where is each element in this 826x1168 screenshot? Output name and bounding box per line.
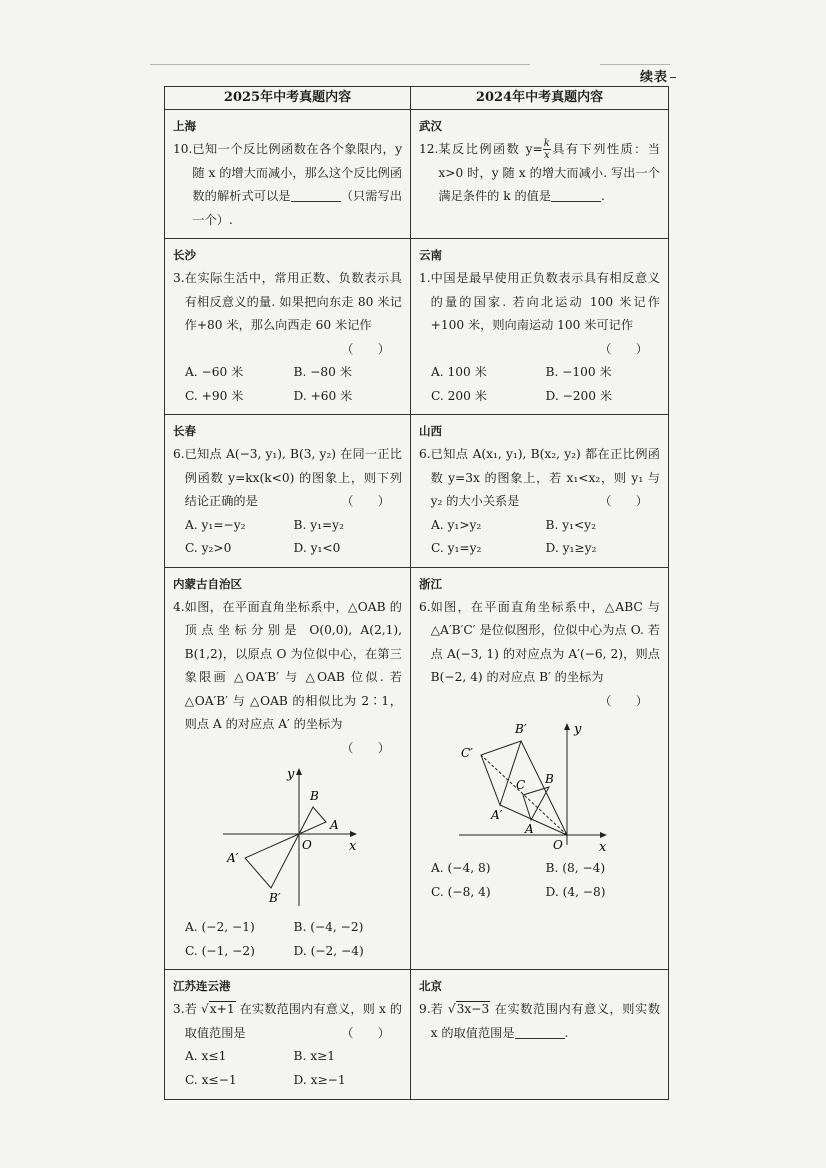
label-o: O xyxy=(553,838,563,852)
question: 3. 若 √x+1 在实数范围内有意义，则 x 的取值范围是 （ ） xyxy=(173,998,402,1045)
answer-blank xyxy=(515,1024,565,1039)
y-axis-arrow xyxy=(564,723,570,730)
label-a-prime: A′ xyxy=(227,851,239,865)
option: B. (8, −4) xyxy=(545,861,606,875)
label-c: C xyxy=(516,778,526,792)
fraction xyxy=(543,138,551,161)
question-number: 4. xyxy=(173,599,185,614)
header-row xyxy=(165,87,669,110)
question-number: 6. xyxy=(419,447,431,461)
x-axis-arrow xyxy=(600,832,607,838)
question-text-pre: 若 xyxy=(430,1002,448,1016)
option: C. y₂>0 xyxy=(185,541,232,555)
cell-2025 xyxy=(165,110,411,239)
continuation-label: 续表 xyxy=(640,66,676,85)
options xyxy=(173,1045,402,1092)
question-text-pre: 某反比例函数 y= xyxy=(438,142,543,156)
option: B. −80 米 xyxy=(293,365,352,379)
x-axis-arrow xyxy=(350,831,357,837)
question-text: 在实数范围内有意义，则 x 的取值范围是 xyxy=(184,1002,403,1040)
options xyxy=(173,361,402,408)
label-a: A xyxy=(330,818,339,832)
question-text: 在实数范围内有意义，则实数 x 的取值范围是 xyxy=(430,1002,661,1040)
region-label: 北京 xyxy=(419,979,442,993)
top-rule-right xyxy=(600,64,670,65)
option: D. x≥−1 xyxy=(293,1072,346,1087)
cell-2025 xyxy=(165,567,411,970)
question-number: 3. xyxy=(173,1002,185,1016)
answer-paren: （ ） xyxy=(341,1025,390,1040)
option: A. x≤1 xyxy=(185,1049,227,1063)
radicand: x+1 xyxy=(209,1002,235,1016)
question-text: 已知一个反比例函数在各个象限内，y 随 x 的增大而减小，那么这个反比例函数的解析式可以是 xyxy=(192,142,403,203)
region-label: 内蒙古自治区 xyxy=(173,576,242,591)
option: B. y₁=y₂ xyxy=(293,517,344,532)
cell-2024 xyxy=(411,567,669,970)
option: A. (−4, 8) xyxy=(431,861,491,875)
exam-comparison-table xyxy=(164,86,669,1100)
option: D. (−2, −4) xyxy=(293,943,364,958)
answer-paren: （ ） xyxy=(341,494,390,508)
cell-2025 xyxy=(165,415,411,568)
option: C. x≤−1 xyxy=(185,1072,237,1087)
question-number: 6. xyxy=(173,447,185,461)
question-text: 已知点 A(−3, y₁), B(3, y₂) 在同一正比例函数 y=kx(k<0) 的图象上，则下列结论正确的是 xyxy=(184,447,402,508)
option: D. y₁<0 xyxy=(293,541,341,555)
option: B. (−4, −2) xyxy=(293,920,364,934)
option: A. −60 米 xyxy=(185,365,244,379)
options xyxy=(173,514,402,561)
label-a-prime: A′ xyxy=(491,808,503,822)
y-axis-arrow xyxy=(296,768,302,775)
cell-2025 xyxy=(165,970,411,1100)
figure-similar-triangles xyxy=(173,766,401,914)
region-label: 江苏连云港 xyxy=(173,979,231,993)
option: B. x≥1 xyxy=(293,1049,336,1063)
ray-ob1 xyxy=(521,741,567,835)
answer-blank xyxy=(291,187,341,202)
question-text: 在实际生活中，常用正数、负数表示具有相反意义的量. 如果把向东走 80 米记作+80 米，那么向西走 60 米记作 xyxy=(184,271,402,332)
label-b-prime: B′ xyxy=(515,722,527,736)
option: C. 200 米 xyxy=(431,388,487,403)
label-a: A xyxy=(525,822,534,836)
option: C. +90 米 xyxy=(185,388,244,403)
question-tail: . xyxy=(564,1025,569,1040)
question-number: 9. xyxy=(419,1002,431,1016)
region-label: 上海 xyxy=(173,119,196,133)
cell-2024 xyxy=(411,239,669,415)
question-number: 12. xyxy=(419,142,439,156)
label-c-prime: C′ xyxy=(461,746,473,760)
region-label: 长沙 xyxy=(173,248,196,262)
question-tail: （只需写出一个）. xyxy=(192,189,403,227)
option: A. y₁=−y₂ xyxy=(185,517,246,532)
question xyxy=(419,138,660,209)
answer-paren: （ ） xyxy=(341,341,390,356)
label-y: y xyxy=(574,722,582,737)
label-b-prime: B′ xyxy=(269,891,281,905)
option: B. y₁<y₂ xyxy=(545,517,596,532)
options xyxy=(419,361,660,408)
question xyxy=(419,596,660,714)
options xyxy=(419,514,660,561)
table-row xyxy=(165,239,669,415)
fraction-numerator: k xyxy=(543,138,550,149)
option: D. +60 米 xyxy=(293,388,353,403)
table-row xyxy=(165,415,669,568)
question-number: 10. xyxy=(173,142,193,156)
label-x: x xyxy=(599,840,607,855)
option: C. (−8, 4) xyxy=(431,884,491,899)
question-number: 3. xyxy=(173,271,185,285)
options xyxy=(173,916,402,963)
question-number: 6. xyxy=(419,599,431,614)
question xyxy=(173,138,402,232)
cell-2024 xyxy=(411,415,669,568)
region-label: 山西 xyxy=(419,424,442,438)
answer-blank xyxy=(551,187,601,202)
question-number: 1. xyxy=(419,271,431,285)
option: B. −100 米 xyxy=(545,365,612,379)
label-x: x xyxy=(349,839,357,854)
label-o: O xyxy=(302,838,312,852)
question-text: 如图，在平面直角坐标系中，△OAB 的顶点坐标分别是 O(0,0), A(2,1), B(1,2)，以原点 O 为位似中心，在第三象限画 △OA′B′ 与 △OAB 位似. 若 △OA′B′ 与 △OAB 的相似比为 2∶1，则点 A 的对应点 A′ 的坐标为 xyxy=(184,599,402,731)
figure-homothetic-triangles xyxy=(419,719,659,855)
option: D. (4, −8) xyxy=(545,884,606,899)
option: A. 100 米 xyxy=(431,365,487,379)
label-b: B xyxy=(310,789,319,803)
option: D. y₁≥y₂ xyxy=(545,541,597,555)
question xyxy=(173,596,402,761)
region-label: 长春 xyxy=(173,424,196,438)
option: C. (−1, −2) xyxy=(185,943,255,958)
option: D. −200 米 xyxy=(545,388,613,403)
question xyxy=(419,443,660,514)
question-text: 已知点 A(x₁, y₁), B(x₂, y₂) 都在正比例函数 y=3x 的图象上，若 x₁<x₂，则 y₁ 与 y₂ 的大小关系是 xyxy=(430,447,660,508)
table-row xyxy=(165,970,669,1100)
region-label: 武汉 xyxy=(419,119,442,133)
triangle-oa1b1 xyxy=(245,834,299,888)
option: C. y₁=y₂ xyxy=(431,541,482,555)
answer-paren: （ ） xyxy=(599,341,648,356)
question xyxy=(173,443,402,514)
option: A. (−2, −1) xyxy=(185,920,255,934)
label-y: y xyxy=(287,767,295,782)
question-text: 如图，在平面直角坐标系中，△ABC 与 △A′B′C′ 是位似图形，位似中心为点 O. 若点 A(−3, 1) 的对应点为 A′(−6, 2)，则点 B(−2, 4) 的对应点 B′ 的坐标为 xyxy=(430,599,660,684)
radicand: 3x−3 xyxy=(456,1002,490,1016)
question xyxy=(173,267,402,361)
table-row xyxy=(165,110,669,239)
table-row xyxy=(165,567,669,970)
answer-paren: （ ） xyxy=(341,740,390,755)
question-text: 具有下列性质：当 x>0 时，y 随 x 的增大而减小. 写出一个满足条件的 k 的值是 xyxy=(438,142,660,203)
triangle-oab xyxy=(299,807,326,834)
header-2024: 2024年中考真题内容 xyxy=(411,87,669,110)
option: A. y₁>y₂ xyxy=(431,517,482,532)
answer-paren: （ ） xyxy=(599,693,648,708)
cell-2024 xyxy=(411,970,669,1100)
options xyxy=(419,857,660,904)
question-tail: . xyxy=(601,189,605,203)
answer-paren: （ ） xyxy=(599,494,648,508)
top-rule-left xyxy=(150,64,530,65)
question xyxy=(419,267,660,361)
header-2025: 2025年中考真题内容 xyxy=(165,87,411,110)
fraction-denominator: x xyxy=(543,150,550,161)
cell-2025 xyxy=(165,239,411,415)
label-b: B xyxy=(545,772,554,786)
question-text: 中国是最早使用正负数表示具有相反意义的量的国家. 若向北运动 100 米记作+100 米，则向南运动 100 米可记作 xyxy=(430,271,660,332)
cell-2024 xyxy=(411,110,669,239)
triangle-abc xyxy=(523,787,549,820)
question-text-pre: 若 xyxy=(184,1002,201,1016)
region-label: 云南 xyxy=(419,248,442,262)
region-label: 浙江 xyxy=(419,576,442,591)
question: 9. 若 √3x−3 在实数范围内有意义，则实数 x 的取值范围是 . xyxy=(419,998,660,1045)
